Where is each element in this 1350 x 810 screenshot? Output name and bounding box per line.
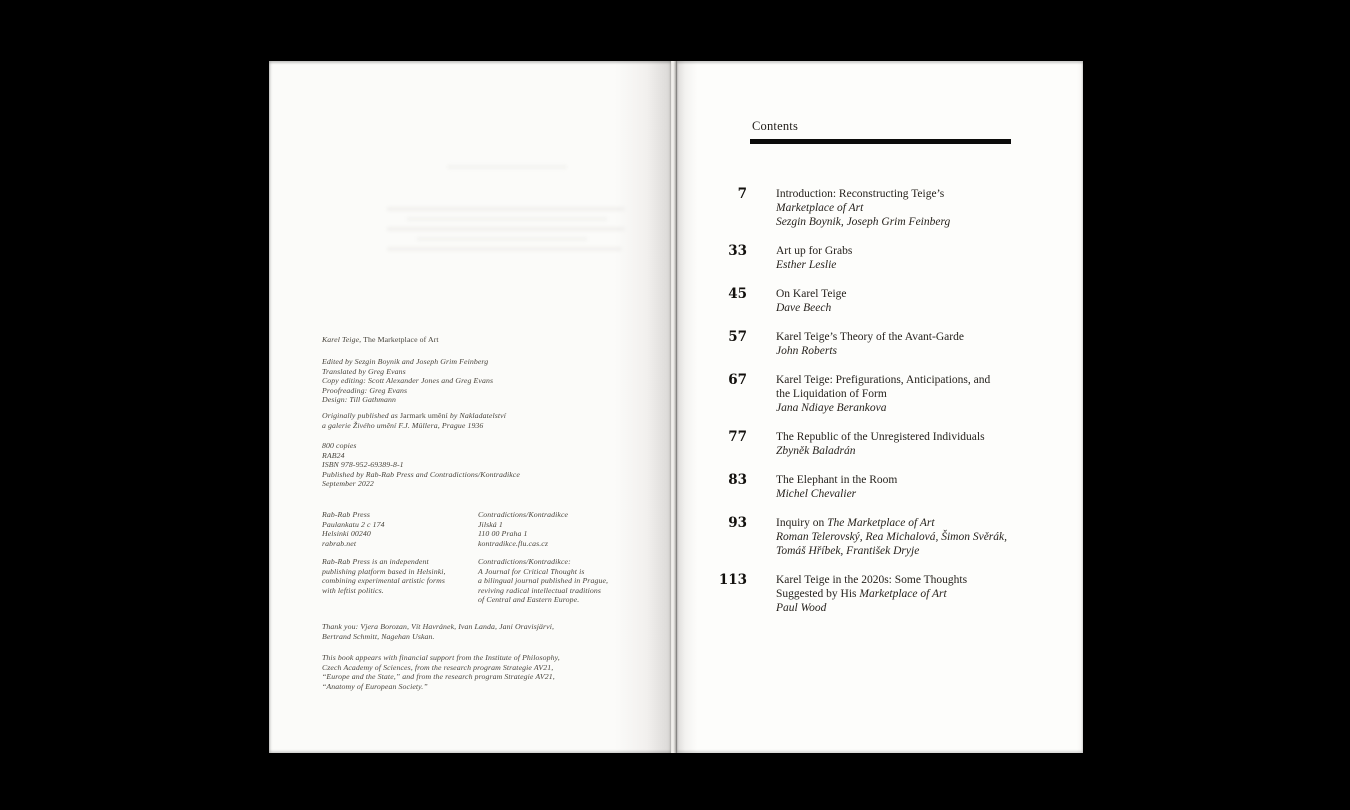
toc-author: Sezgin Boynik, Joseph Grim Feinberg [776, 216, 951, 228]
text-line: Karel Teige: Prefigurations, Anticipations, and [776, 374, 991, 386]
text-line: Introduction: Reconstructing Teige’s [776, 188, 945, 200]
colophon-page [269, 61, 671, 753]
text-line: September 2022 [322, 479, 374, 489]
text-line: Design: Till Gathmann [322, 395, 397, 405]
text-line: Jilská 1 [478, 519, 503, 529]
publisher-address-rabrab [322, 510, 385, 548]
toc-entry-body [776, 287, 847, 315]
toc-entry [677, 187, 1083, 229]
publisher-address-kontradikce [478, 510, 568, 548]
text-line: Suggested by His Marketplace of Art [776, 588, 947, 600]
toc-entry [677, 244, 1083, 272]
text-line: Karel Teige’s Theory of the Avant-Garde [776, 331, 964, 343]
text-line: rabrab.net [322, 538, 357, 548]
credits-block [322, 357, 493, 405]
toc-entry [677, 573, 1083, 615]
text-line: Translated by Greg Evans [322, 366, 406, 376]
toc-page-number: 45 [728, 286, 747, 302]
toc-entry-body [776, 573, 967, 615]
text-line: Paulankatu 2 c 174 [322, 519, 385, 529]
toc-page-number: 7 [737, 186, 747, 202]
toc-entry-body [776, 373, 990, 415]
text-line: ISBN 978-952-69389-8-1 [322, 460, 404, 470]
text-line: On Karel Teige [776, 288, 847, 300]
funding-note-block [322, 653, 560, 691]
text-line: a galerie Živého umění F.J. Müllera, Prague 1936 [322, 420, 484, 430]
text-line: Proofreading: Greg Evans [322, 385, 408, 395]
text-line: Karel Teige, The Marketplace of Art [322, 335, 439, 344]
toc-author: Michel Chevalier [776, 488, 857, 500]
book-title-line [322, 335, 439, 345]
toc-entry-body [776, 244, 852, 272]
text-line: Thank you: Vjera Borozan, Vít Havránek, Ivan Landa, Jani Oravisjärvi, [322, 622, 555, 631]
text-line: Karel Teige in the 2020s: Some Thoughts [776, 574, 968, 586]
text-line: the Liquidation of Form [776, 388, 887, 400]
toc-entry-body [776, 430, 985, 458]
text-line: 800 copies [322, 441, 357, 450]
toc-page-number: 33 [728, 243, 747, 259]
show-through-ghost [387, 165, 637, 257]
toc-entry-body [776, 330, 964, 358]
acknowledgements-block [322, 622, 554, 641]
text-line: of Central and Eastern Europe. [478, 595, 580, 605]
text-line: RAB24 [322, 450, 345, 460]
toc-list [677, 187, 1083, 630]
toc-author: Tomáš Hříbek, František Dryje [776, 545, 920, 557]
text-line: combining experimental artistic forms [322, 576, 446, 586]
text-line: The Republic of the Unregistered Individuals [776, 431, 985, 443]
about-rabrab-block [322, 557, 446, 595]
text-line: Originally published as Jarmark umění by Nakladatelství [322, 411, 506, 420]
text-line: 110 00 Praha 1 [478, 529, 528, 539]
text-line: “Europe and the State,” and from the research program Strategie AV21, [322, 672, 555, 682]
text-line: Helsinki 00240 [322, 529, 371, 539]
text-line: Bertrand Schmitt, Nagehan Uskan. [322, 631, 435, 641]
toc-page-number: 83 [728, 472, 747, 488]
toc-entry [677, 373, 1083, 415]
about-kontradikce-block [478, 557, 608, 605]
toc-author: Paul Wood [776, 602, 827, 614]
text-line: Published by Rab-Rab Press and Contradictions/Kontradikce [322, 469, 520, 479]
text-line: The Elephant in the Room [776, 474, 898, 486]
toc-author: John Roberts [776, 345, 838, 357]
text-line: Contradictions/Kontradikce: [478, 557, 571, 566]
toc-page-number: 57 [728, 329, 747, 345]
text-line: with leftist politics. [322, 585, 384, 595]
toc-author: Roman Telerovský, Rea Michalová, Šimon Svěrák, [776, 531, 1008, 543]
contents-heading: Contents [752, 119, 799, 133]
text-line: A Journal for Critical Thought is [478, 566, 585, 576]
toc-entry [677, 287, 1083, 315]
text-line: Czech Academy of Sciences, from the research program Strategie AV21, [322, 662, 554, 672]
text-line: Marketplace of Art [776, 202, 864, 214]
toc-entry-body [776, 473, 897, 501]
text-line: reviving radical intellectual traditions [478, 585, 602, 595]
text-line: Copy editing: Scott Alexander Jones and Greg Evans [322, 376, 494, 386]
text-line: a bilingual journal published in Prague, [478, 576, 609, 586]
contents-page [677, 61, 1083, 753]
toc-author: Esther Leslie [776, 259, 837, 271]
toc-author: Zbyněk Baladrán [776, 445, 856, 457]
toc-entry-body [776, 516, 1007, 558]
toc-entry [677, 473, 1083, 501]
toc-entry [677, 430, 1083, 458]
toc-page-number: 77 [728, 429, 747, 445]
toc-entry [677, 516, 1083, 558]
edition-info-block [322, 441, 520, 489]
text-line: Contradictions/Kontradikce [478, 510, 569, 519]
text-line: Rab-Rab Press is an independent [322, 557, 429, 566]
text-line: publishing platform based in Helsinki, [322, 566, 446, 576]
toc-author: Jana Ndiaye Berankova [776, 402, 887, 414]
toc-entry-body [776, 187, 950, 229]
toc-page-number: 93 [728, 515, 747, 531]
text-line: Art up for Grabs [776, 245, 853, 257]
text-line: Rab-Rab Press [322, 510, 371, 519]
contents-rule [750, 139, 1011, 144]
text-line: Inquiry on The Marketplace of Art [776, 517, 935, 529]
text-line: kontradikce.flu.cas.cz [478, 538, 548, 548]
text-line: Edited by Sezgin Boynik and Joseph Grim Feinberg [322, 357, 489, 366]
toc-page-number: 67 [728, 372, 747, 388]
toc-author: Dave Beech [776, 302, 832, 314]
toc-entry [677, 330, 1083, 358]
text-line: “Anatomy of European Society.” [322, 681, 428, 691]
original-publication-block [322, 411, 506, 430]
toc-page-number: 113 [718, 572, 747, 588]
text-line: This book appears with financial support from the Institute of Philosophy, [322, 653, 560, 662]
